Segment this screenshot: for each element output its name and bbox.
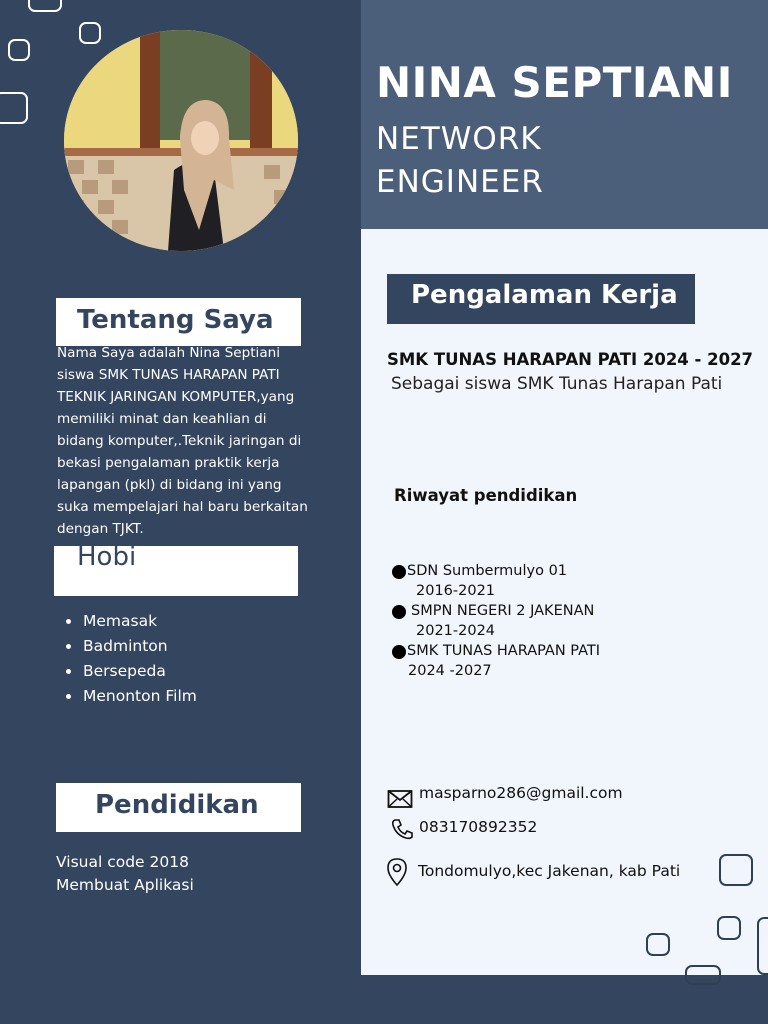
role-line-1: NETWORK bbox=[376, 121, 542, 157]
experience-heading: Pengalaman Kerja bbox=[411, 280, 678, 310]
education-years: 2016-2021 bbox=[416, 583, 496, 599]
list-item: Bersepeda bbox=[66, 659, 197, 684]
role-line-2: ENGINEER bbox=[376, 164, 544, 200]
decor-square bbox=[646, 933, 670, 956]
about-heading: Tentang Saya bbox=[77, 305, 274, 335]
decor-square bbox=[757, 917, 768, 975]
list-item: Badminton bbox=[66, 634, 197, 659]
education-years: 2024 -2027 bbox=[408, 663, 492, 679]
email-link[interactable]: masparno286@gmail.com bbox=[419, 784, 623, 802]
education-heading: Riwayat pendidikan bbox=[394, 486, 578, 505]
list-item: Visual code 2018 bbox=[56, 853, 189, 871]
education-years: 2021-2024 bbox=[416, 623, 496, 639]
about-text: Nama Saya adalah Nina Septiani siswa SMK TUNAS HARAPAN PATI TEKNIK JARINGAN KOMPUTER,yang memiliki minat dan keahlian di bidang komputer,.Teknik jaringan di bekasi pengalaman praktik kerja lapangan (pkl) di bidang ini yang suka mempelajari hal baru berkaitan dengan TJKT. bbox=[57, 345, 308, 537]
address: Tondomulyo,kec Jakenan, kab Pati bbox=[418, 862, 681, 880]
job-title: SMK TUNAS HARAPAN PATI 2024 - 2027 bbox=[387, 350, 754, 369]
decor-square bbox=[717, 916, 741, 940]
bullet-dot bbox=[392, 565, 406, 579]
bullet-dot bbox=[392, 605, 406, 619]
education-school: SMPN NEGERI 2 JAKENAN bbox=[411, 603, 595, 619]
decor-square bbox=[0, 92, 28, 124]
list-item: Menonton Film bbox=[66, 684, 197, 709]
profile-photo bbox=[64, 30, 298, 251]
education-school: SMK TUNAS HARAPAN PATI bbox=[407, 643, 601, 659]
decor-square bbox=[8, 39, 30, 61]
list-item: Memasak bbox=[66, 609, 197, 634]
phone-icon bbox=[390, 818, 414, 844]
hobi-list bbox=[66, 609, 197, 709]
decor-square bbox=[28, 0, 62, 12]
phone-number: 083170892352 bbox=[419, 818, 538, 836]
job-description: Sebagai siswa SMK Tunas Harapan Pati bbox=[391, 374, 723, 394]
hobi-heading: Hobi bbox=[77, 542, 137, 572]
bullet-dot bbox=[392, 645, 406, 659]
pendidikan-items bbox=[56, 851, 194, 897]
decor-square bbox=[685, 965, 721, 985]
person-name: NINA SEPTIANI bbox=[376, 58, 733, 107]
education-school: SDN Sumbermulyo 01 bbox=[407, 563, 568, 579]
decor-square bbox=[719, 854, 753, 886]
location-pin-icon bbox=[386, 857, 408, 891]
mail-icon bbox=[387, 789, 413, 813]
decor-square bbox=[79, 22, 101, 44]
pendidikan-heading: Pendidikan bbox=[95, 790, 259, 820]
list-item: Membuat Aplikasi bbox=[56, 876, 194, 894]
